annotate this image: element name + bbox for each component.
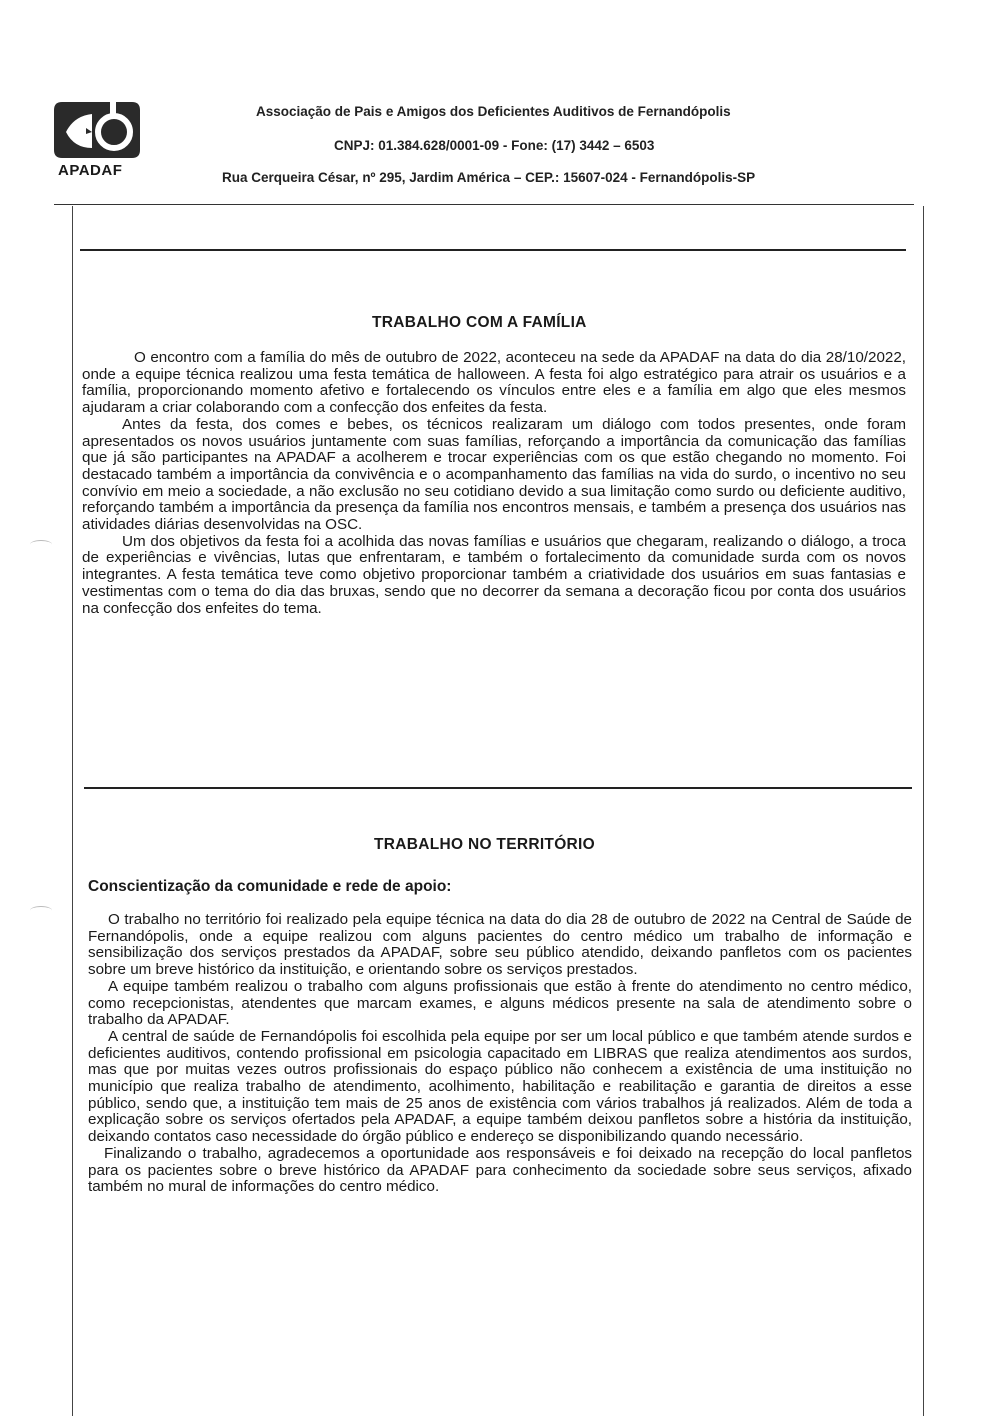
section-divider — [80, 249, 906, 251]
section-body-family — [82, 350, 906, 617]
paragraph: Antes da festa, dos comes e bebes, os técnicos realizaram um diálogo com todos presentes, onde foram apresentados os novos usuários juntamente com suas famílias, reforçando a importância da comunicação das famílias que já são participantes na APADAF a acolherem e trocar experiências com os que estão chegando no momento. Foi destacado também a importância da convivência e o acompanhamento das famílias na vida do surdo, o incentivo no seu convívio em meio a sociedade, a não exclusão no seu cotidiano devido a sua limitação como surdo ou deficiente auditivo, reforçando também a importância da presença da família nos encontros mensais, e também a presença dos usuários nas atividades diárias desenvolvidas na OSC. — [82, 415, 906, 534]
header-divider — [54, 204, 914, 205]
paragraph: Finalizando o trabalho, agradecemos a oportunidade aos responsáveis e foi deixado na recepção do local panfletos para os pacientes sobre o breve histórico da APADAF para conhecimento da sociedade sobre seus serviços, afixado também no mural de informações do centro médico. — [88, 1144, 912, 1196]
punch-mark — [30, 540, 52, 549]
address: Rua Cerqueira César, nº 295, Jardim América – CEP.: 15607-024 - Fernandópolis-SP — [222, 170, 756, 185]
paragraph: A equipe também realizou o trabalho com alguns profissionais que estão à frente do atendimento no centro médico, como recepcionistas, atendentes que marcam exames, e alguns médicos presente na sala de atendimento sobre o trabalho da APADAF. — [88, 977, 912, 1029]
contact-info: CNPJ: 01.384.628/0001-09 - Fone: (17) 3442 – 6503 — [334, 138, 655, 153]
section-title-family: TRABALHO COM A FAMÍLIA — [372, 314, 587, 331]
section-subtitle: Conscientização da comunidade e rede de apoio: — [88, 878, 452, 895]
section-divider — [84, 787, 912, 789]
section-body-territory — [88, 912, 912, 1196]
organization-name: Associação de Pais e Amigos dos Deficientes Auditivos de Fernandópolis — [256, 104, 731, 119]
paragraph: O trabalho no território foi realizado pela equipe técnica na data do dia 28 de outubro de 2022 na Central de Saúde de Fernandópolis, onde a equipe realizou com alguns pacientes do centro médico um trabalho de informação e sensibilização dos serviços prestados da APADAF, sobre seu público atendido, deixando panfletos com os pacientes sobre um breve histórico da instituição, e orientando sobre os serviços prestados. — [88, 911, 912, 979]
logo-text: APADAF — [58, 162, 123, 179]
paragraph: O encontro com a família do mês de outubro de 2022, aconteceu na sede da APADAF na data do dia 28/10/2022, onde a equipe técnica realizou uma festa temática de halloween. A festa foi algo estratégico para atrair os usuários e a família, proporcionando momento afetivo e fortalecendo os vínculos entre eles e a família em algo que eles mesmos ajudaram a criar colaborando com a confecção dos enfeites da festa. — [82, 349, 906, 417]
paragraph: A central de saúde de Fernandópolis foi escolhida pela equipe por ser um local público e que também atende surdos e deficientes auditivos, contendo profissional em psicologia capacitado em LIBRAS que realiza atendimentos aos surdos, mas que por muitas vezes outros profissionais do espaço público não conhecem a existência de uma instituição no município que realiza trabalho de atendimento, acolhimento, habilitação e reabilitação e garantia de direitos a esse público, sendo que, a instituição tem mais de 25 anos de existência com vários trabalhos já realizados. Além de toda a explicação sobre os serviços ofertados pela APADAF, a equipe também deixou panfletos sobre a história da instituição, deixando contatos caso necessidade do órgão público e endereço se disponibilizando quando necessário. — [88, 1027, 912, 1146]
paragraph: Um dos objetivos da festa foi a acolhida das novas famílias e usuários que chegaram, realizando o diálogo, a troca de experiências e vivências, lutas que enfrentaram, e também o fortalecimento da comunidade surda com os novos integrantes. A festa temática teve como objetivo proporcionar também a criatividade dos usuários em suas fantasias e vestimentas com o tema do dia das bruxas, sendo que no decorrer da semana a decoração ficou por conta dos usuários na confecção dos enfeites do tema. — [82, 532, 906, 617]
section-title-territory: TRABALHO NO TERRITÓRIO — [374, 836, 596, 853]
punch-mark — [30, 906, 52, 915]
